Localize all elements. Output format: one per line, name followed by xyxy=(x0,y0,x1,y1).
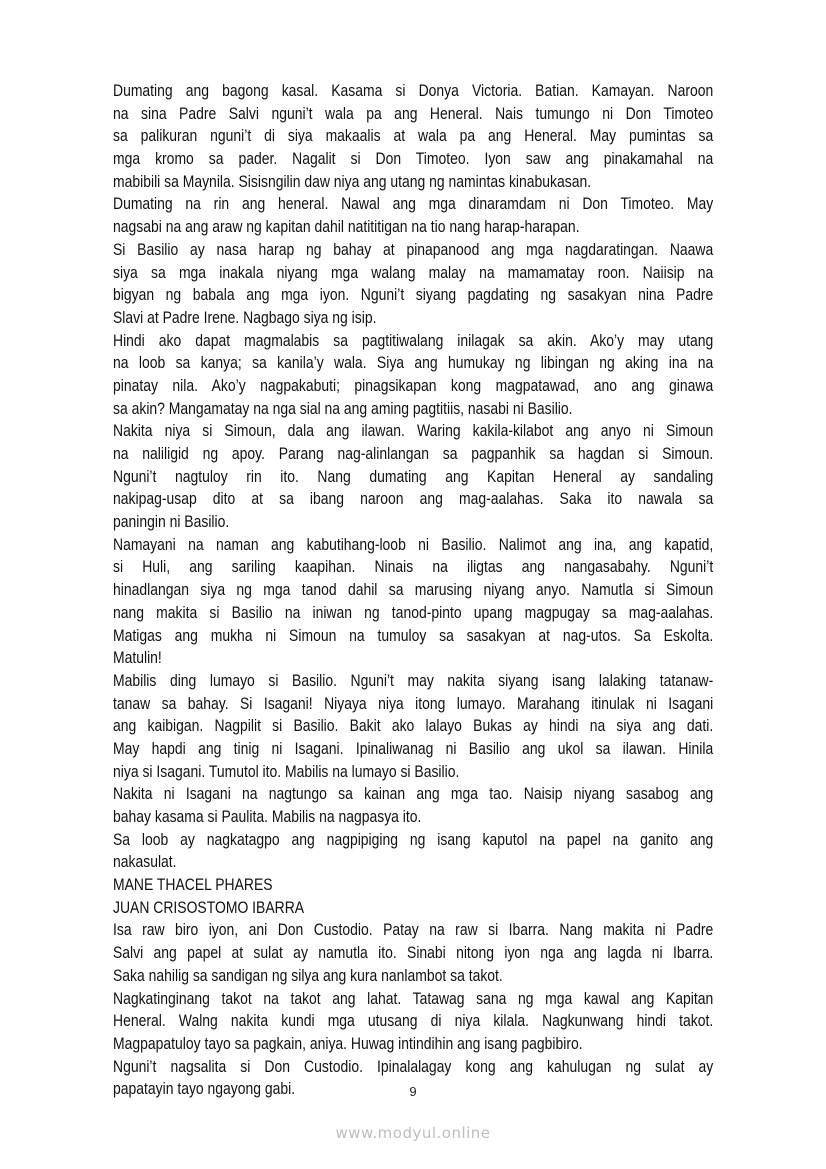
text-line: nagsabi na ang araw ng kapitan dahil natititigan na tio nang harap-harapan. xyxy=(113,217,580,237)
text-line: ang kaibigan. Nagpilit si Basilio. Bakit ako lalayo Bukas ay hindi na siya ang dati. xyxy=(113,716,714,736)
text-line: Salvi ang papel at sulat ay namutla ito. Sinabi nitong iyon nga ang lagda ni Ibarra. xyxy=(113,943,714,963)
text-line: Matigas ang mukha ni Simoun na tumuloy sa sasakyan at nag-utos. Sa Eskolta. xyxy=(113,625,714,645)
text-line: Hindi ako dapat magmalabis sa pagtitiwalang inilagak sa akin. Ako’y may utang xyxy=(113,330,714,350)
paragraph xyxy=(113,874,713,897)
text-line: Nagkatinginang takot na takot ang lahat. Tatawag sana ng mga kawal ang Kapitan xyxy=(113,988,714,1008)
text-line: niya si Isagani. Tumutol ito. Mabilis na lumayo si Basilio. xyxy=(113,761,460,781)
text-line: May hapdi ang tinig ni Isagani. Ipinaliwanag ni Basilio ang ukol sa ilawan. Hinila xyxy=(113,738,714,758)
paragraph xyxy=(113,783,713,828)
text-line: bigyan ng babala ang mga iyon. Nguni’t siyang pagdating ng sasakyan nina Padre xyxy=(113,285,714,305)
document-body xyxy=(113,80,713,1101)
text-line: Slavi at Padre Irene. Nagbago siya ng isip. xyxy=(113,307,377,327)
text-line: Nguni’t nagtuloy rin ito. Nang dumating ang Kapitan Heneral ay sandaling xyxy=(113,466,714,486)
text-line: Si Basilio ay nasa harap ng bahay at pinapanood ang mga nagdaratingan. Naawa xyxy=(113,239,714,259)
text-line: Nguni’t nagsalita si Don Custodio. Ipinalalagay kong ang kahulugan ng sulat ay xyxy=(113,1056,714,1076)
text-line: si Huli, ang sariling kaapihan. Ninais na iligtas ang nangasabahy. Nguni’t xyxy=(113,557,714,577)
text-line: nang makita si Basilio na iniwan ng tanod-pinto upang magpugay sa mag-aalahas. xyxy=(113,602,714,622)
text-line: MANE THACEL PHARES xyxy=(113,875,273,895)
paragraph xyxy=(113,80,713,193)
text-line: mabibili sa Maynila. Sisisngilin daw niya ang utang ng namintas kinabukasan. xyxy=(113,171,592,191)
paragraph xyxy=(113,239,713,330)
text-line: Nakita niya si Simoun, dala ang ilawan. Waring kakila-kilabot ang anyo ni Simoun xyxy=(113,421,714,441)
paragraph xyxy=(113,330,713,421)
paragraph xyxy=(113,420,713,533)
paragraph xyxy=(113,193,713,238)
text-line: nakasulat. xyxy=(113,852,177,872)
paragraph xyxy=(113,897,713,920)
page-number: 9 xyxy=(409,1084,417,1099)
text-line: JUAN CRISOSTOMO IBARRA xyxy=(113,897,305,917)
text-line: Sa loob ay nagkatagpo ang nagpipiging ng isang kaputol na papel na ganito ang xyxy=(113,829,714,849)
text-line: mga kromo sa pader. Nagalit si Don Timoteo. Iyon saw ang pinakamahal na xyxy=(113,149,714,169)
text-line: sa akin? Mangamatay na nga sial na ang aming pagtitiis, nasabi ni Basilio. xyxy=(113,398,573,418)
paragraph xyxy=(113,829,713,874)
paragraph xyxy=(113,919,713,987)
text-line: Isa raw biro iyon, ani Don Custodio. Patay na raw si Ibarra. Nang makita ni Padre xyxy=(113,920,714,940)
text-line: na loob sa kanya; sa kanila’y wala. Siya ang humukay ng libingan ng aking ina na xyxy=(113,353,714,373)
text-line: tanaw sa bahay. Si Isagani! Niyaya niya itong lumayo. Marahang itinulak ni Isagani xyxy=(113,693,714,713)
text-line: nakipag-usap dito at sa ibang naroon ang mag-aalahas. Saka ito nawala sa xyxy=(113,489,714,509)
text-line: na naliligid ng apoy. Parang nag-alinlangan sa pagpanhik sa hagdan si Simoun. xyxy=(113,444,714,463)
text-line: sa palikuran nguni’t di siya makaalis at wala pa ang Heneral. May pumintas sa xyxy=(113,126,714,146)
text-line: pinatay nila. Ako’y nagpakabuti; pinagsikapan kong magpatawad, ano ang ginawa xyxy=(113,375,714,395)
text-line: na sina Padre Salvi nguni’t wala pa ang Heneral. Nais tumungo ni Don Timoteo xyxy=(113,103,714,123)
text-line: Namayani na naman ang kabutihang-loob ni Basilio. Nalimot ang ina, ang kapatid, xyxy=(113,534,714,554)
text-line: Dumating na rin ang heneral. Nawal ang mga dinaramdam ni Don Timoteo. May xyxy=(113,194,714,214)
text-line: Dumating ang bagong kasal. Kasama si Donya Victoria. Batian. Kamayan. Naroon xyxy=(113,81,714,100)
watermark: www.modyul.online xyxy=(335,1124,491,1142)
paragraph xyxy=(113,534,713,670)
text-line: hinadlangan siya ng mga tanod dahil sa marusing niyang anyo. Namutla si Simoun xyxy=(113,580,714,600)
text-line: Matulin! xyxy=(113,648,162,668)
text-line: Mabilis ding lumayo si Basilio. Nguni’t may nakita siyang isang lalaking tatanaw- xyxy=(113,670,714,690)
text-line: bahay kasama si Paulita. Mabilis na nagpasya ito. xyxy=(113,807,422,826)
text-line: papatayin tayo ngayong gabi. xyxy=(113,1079,296,1099)
text-line: Nakita ni Isagani na nagtungo sa kainan ang mga tao. Naisip niyang sasabog ang xyxy=(113,784,714,804)
paragraph xyxy=(113,988,713,1056)
paragraph xyxy=(113,670,713,783)
text-line: paningin ni Basilio. xyxy=(113,512,230,532)
text-line: Heneral. Walng nakita kundi mga utusang di niya kilala. Nagkunwang hindi takot. xyxy=(113,1011,714,1031)
text-line: siya sa mga inakala niyang mga walang malay na mamamatay roon. Naiisip na xyxy=(113,262,714,282)
text-line: Saka nahilig sa sandigan ng silya ang kura nanlambot sa takot. xyxy=(113,965,503,985)
text-line: Magpapatuloy tayo sa pagkain, aniya. Huwag intindihin ang isang pagbibiro. xyxy=(113,1033,583,1053)
